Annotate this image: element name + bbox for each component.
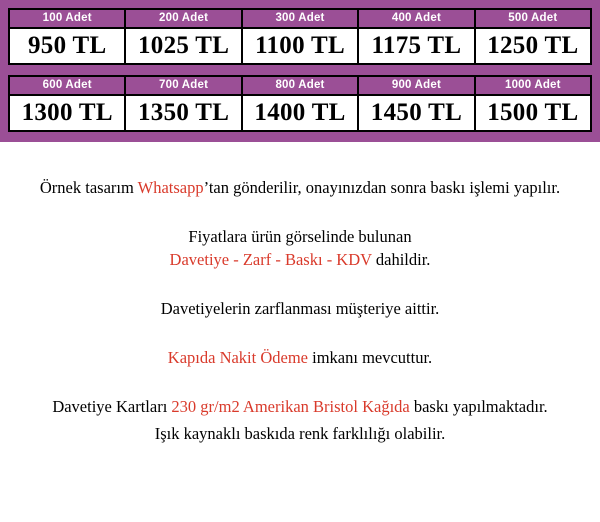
price-cell (126, 10, 242, 63)
note-text: Davetiye Kartları (52, 397, 172, 416)
price-cell (476, 77, 590, 130)
quantity-label: 900 Adet (359, 77, 473, 96)
note-paper-type (10, 395, 590, 418)
price-value: 1350 TL (137, 99, 230, 126)
note-text: baskı yapılmaktadır. (409, 397, 548, 416)
notes-section (0, 142, 600, 445)
note-text: Fiyatlara ürün görselinde bulunan (188, 227, 412, 246)
price-cell (126, 77, 242, 130)
note-text: Işık kaynaklı baskıda renk farklılığı olabilir. (154, 424, 446, 443)
price-table-row (8, 75, 592, 132)
quantity-label: 500 Adet (476, 10, 590, 29)
price-cell (243, 10, 359, 63)
price-cell (243, 77, 359, 130)
price-value: 1450 TL (370, 99, 463, 126)
quantity-label: 400 Adet (359, 10, 473, 29)
note-highlight: Davetiye - Zarf - Baskı - KDV (169, 250, 372, 269)
note-envelope (10, 297, 590, 320)
note-color-variation (10, 422, 590, 445)
price-table-row (8, 8, 592, 65)
price-value: 1300 TL (21, 99, 113, 126)
price-cell (476, 10, 590, 63)
price-value: 1500 TL (487, 99, 579, 126)
note-text: imkanı mevcuttur. (308, 348, 433, 367)
note-text: dahildir. (371, 250, 431, 269)
price-table (0, 0, 600, 142)
price-value: 1400 TL (254, 99, 346, 126)
price-cell (359, 77, 475, 130)
price-value: 1250 TL (487, 32, 579, 59)
price-cell (10, 77, 126, 130)
quantity-label: 1000 Adet (476, 77, 590, 96)
note-highlight: 230 gr/m2 Amerikan Bristol Kağıda (171, 397, 410, 416)
note-text: Örnek tasarım (39, 178, 138, 197)
note-highlight: Kapıda Nakit Ödeme (167, 348, 308, 367)
price-cell (10, 10, 126, 63)
price-value: 950 TL (27, 32, 107, 59)
quantity-label: 600 Adet (10, 77, 124, 96)
note-cash-on-delivery (10, 346, 590, 369)
note-text: Davetiyelerin zarflanması müşteriye aittir. (160, 299, 440, 318)
note-whatsapp (10, 176, 590, 199)
quantity-label: 700 Adet (126, 77, 240, 96)
quantity-label: 200 Adet (126, 10, 240, 29)
quantity-label: 100 Adet (10, 10, 124, 29)
price-value: 1100 TL (255, 32, 345, 59)
price-value: 1025 TL (137, 32, 230, 59)
note-price-includes (10, 225, 590, 271)
price-value: 1175 TL (371, 32, 462, 59)
note-highlight: Whatsapp (137, 178, 204, 197)
quantity-label: 800 Adet (243, 77, 357, 96)
note-text: ’tan gönderilir, onayınızdan sonra baskı işlemi yapılır. (203, 178, 561, 197)
quantity-label: 300 Adet (243, 10, 357, 29)
price-cell (359, 10, 475, 63)
